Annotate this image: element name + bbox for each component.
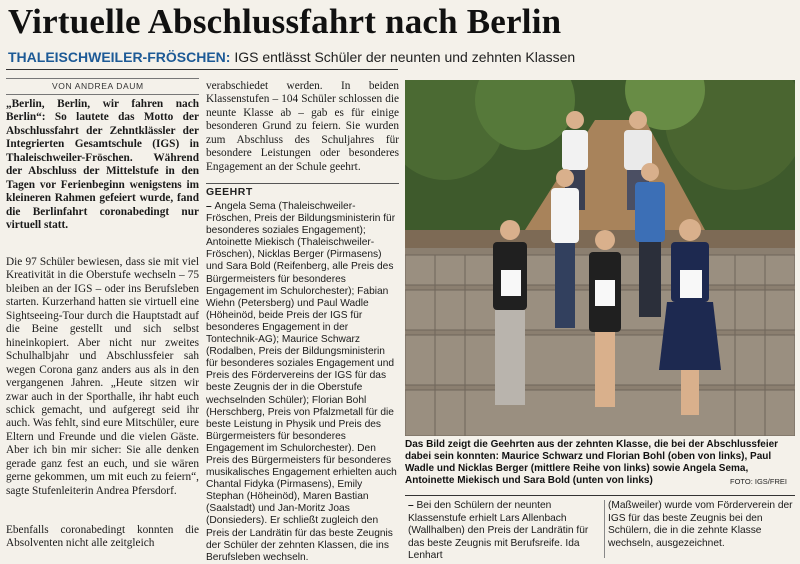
- group-photo: [405, 80, 795, 436]
- photo-credit: FOTO: IGS/FREI: [730, 477, 787, 486]
- lead-paragraph: „Berlin, Berlin, wir fahren nach Berlin“: So lautete das Motto der Abschlussfahrt der Zehntklässler der Integrierten Gesamtschule (IGS) in Thaleischweiler-Fröschen. Während der Abschluss der Mittelstufe in den Tagen vor Ferienbeginn wenigstens im kleineren Rahmen gefeiert wurde, fand die Berlinfahrt coronabedingt nur virtuell statt.: [6, 98, 199, 232]
- subheadline-text: IGS entlässt Schüler der neunten und zehnten Klassen: [234, 49, 576, 65]
- location-kicker: THALEISCHWEILER-FRÖSCHEN:: [8, 49, 231, 65]
- info-box-text-1: Bei den Schülern der neunten Klassenstufe erhielt Lars Allenbach (Wallhalben) den Preis der Landrätin für das beste Zeugnis mit Berufsreife. Ida Lenhart: [408, 500, 589, 562]
- byline: VON ANDREA DAUM: [52, 81, 144, 91]
- header-rule: [6, 69, 398, 70]
- byline-rule-bottom: [6, 94, 199, 95]
- body-paragraph-2: Ebenfalls coronabedingt konnten die Absolventen nicht alle zeitgleich: [6, 524, 199, 550]
- body-paragraph-3: verabschiedet werden. In beiden Klassenstufen – 104 Schüler schlossen die neunte Klasse ab – gab es für einige besonderen Grund zu feiern. Sie wurden zum Abschluss des Schuljahres für besondere Leistungen oder besonderes Engagement an der Schule geehrt.: [206, 80, 399, 173]
- subheadline: [8, 48, 798, 66]
- info-box-column-1: – Bei den Schülern der neunten Klassenstufe erhielt Lars Allenbach (Wallhalben) den Preis der Landrätin für das beste Zeugnis mit Berufsreife. Ida Lenhart: [408, 500, 589, 562]
- honorees-list: – Angela Sema (Thaleischweiler-Fröschen, Preis der Bildungsministerin für besonderes soziales Engagement); Antoinette Miekisch (Thaleischweiler-Fröschen), Nicklas Berger (Pirmasens) und Sara Bold (Reifenberg, alle Preis des Bürgermeisters für besonderes Engagement im Schulorchester); Fabian Wiehn (Petersberg) und Paul Wadle (Höheinöd, beide Preis der IGS für besonderes Engagement in der Tontechnik-AG); Maurice Schwarz (Rodalben, Preis der Bildungsministerin für besonderes soziales Engagement und Preis des Fördervereins der IGS für das beste Zeugnis der in die Oberstufe wechselnden Schüler); Florian Bohl (Herschberg, Preis von Pfalzmetall für die beste Leistung in Physik und Preis des Bürgermeisters für besonderes Engagement im Schulorchester). Den Preis des Bürgermeisters für besonderes musikalisches Engagement erhielten auch Chantal Fidyka (Pirmasens), Emily Stephan (Höheinöd), Maren Bastian (Saalstadt) und Jan-Moritz Joas (Donsieders). Er schließt zugleich den Preis der Landrätin für das beste Zeugnis der Schüler der zehnten Klassen, die ins Berufsleben wechseln.: [206, 201, 397, 563]
- info-box-divider: [604, 500, 605, 558]
- body-paragraph-1: Die 97 Schüler bewiesen, dass sie mit viel Kreativität in die Oberstufe wechseln – 75 bleiben an der IGS – oder ins Berufsleben starten. Kurzerhand hatten sie virtuell eine Sightseeing-Tour durch die Hauptstadt auf die Beine gestellt und sich selbst hineinkopiert. Aber nicht nur zweites Schulhalbjahr und Abschlussfeier sah wegen Corona ganz anders aus als in den vergangenen Jahren. „Heute sitzen wir zwar auch in der Sporthalle, ihr habt euch schick gemacht, und aufgeregt seid ihr auch. Was fehlt, sind eure Mitschüler, eure Eltern und Freunde und die vielen Gäste. Aber ich bin mir sicher: Sie alle denken gerade ganz fest an euch, und sie wären gerne gekommen, um mit euch zu feiern“, sagte Stufenleiterin Andrea Pfersdorf.: [6, 256, 199, 497]
- info-box-column-2: (Maßweiler) wurde vom Förderverein der IGS für das beste Zeugnis bei den Schülern, die in die zehnte Klasse wechseln, ausgezeichnet.: [608, 500, 793, 549]
- honorees-heading: GEEHRT: [206, 186, 253, 198]
- group-photo-image: [405, 80, 795, 436]
- honorees-text: Angela Sema (Thaleischweiler-Fröschen, Preis der Bildungsministerin für besonderes soziales Engagement); Antoinette Miekisch (Thaleischweiler-Fröschen), Nicklas Berger (Pirmasens) und Sara Bold (Reifenberg, alle Preis des Bürgermeisters für besonderes Engagement im Schulorchester); Fabian Wiehn (Petersberg) und Paul Wadle (Höheinöd, beide Preis der IGS für besonderes Engagement in der Tontechnik-AG); Maurice Schwarz (Rodalben, Preis der Bildungsministerin für besonderes soziales Engagement und Preis des Fördervereins der IGS für das beste Zeugnis der in die Oberstufe wechselnden Schüler); Florian Bohl (Herschberg, Preis von Pfalzmetall für die beste Leistung in Physik und Preis des Bürgermeisters für besonderes Engagement im Schulorchester). Den Preis des Bürgermeisters für besonderes musikalisches Engagement erhielten auch Chantal Fidyka (Pirmasens), Emily Stephan (Höheinöd), Maren Bastian (Saalstadt) und Jan-Moritz Joas (Donsieders). Er schließt zugleich den Preis der Landrätin für das beste Zeugnis der Schüler der zehnten Klassen, die ins Berufsleben wechseln.: [206, 201, 397, 563]
- info-box-rule: [405, 495, 795, 496]
- byline-rule-top: [6, 78, 199, 79]
- photo-caption: Das Bild zeigt die Geehrten aus der zehnten Klasse, die bei der Abschlussfeier dabei sein konnten: Maurice Schwarz und Florian Bohl (oben von links), Paul Wadle und Nicklas Berger (mittlere Reihe von links) sowie Angela Sema, Antoinette Miekisch und Sara Bold (unten von links): [405, 439, 779, 487]
- headline: Virtuelle Abschlussfahrt nach Berlin: [8, 2, 562, 41]
- geehrt-rule: [206, 183, 399, 184]
